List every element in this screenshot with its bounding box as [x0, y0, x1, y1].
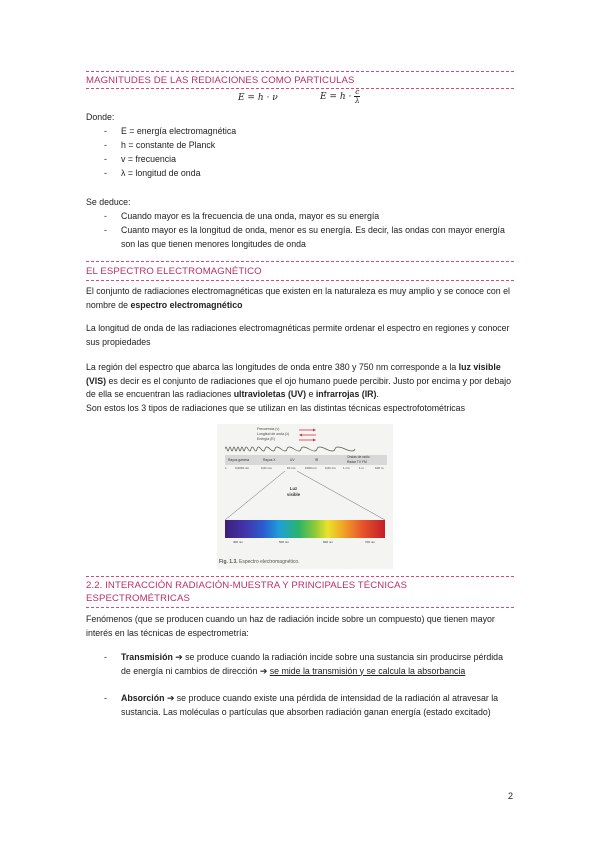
figure-caption — [219, 559, 300, 565]
paragraph: La longitud de onda de las radiaciones electromagnéticas permite ordenar el espectro en regiones y conocer sus propiedades — [86, 323, 510, 347]
band-bar — [225, 455, 387, 465]
scale-tick: 0,01 nm — [261, 466, 272, 470]
visible-tick: 400 nm — [233, 540, 244, 544]
absorcion-text — [121, 692, 513, 719]
bullet-dash: - — [104, 693, 107, 703]
visible-tick: 500 nm — [279, 540, 290, 544]
section-title-espectro: EL ESPECTRO ELECTROMAGNÉTICO — [86, 266, 262, 277]
section-title-interaccion: 2.2. INTERACCIÓN RADIACIÓN-MUESTRA Y PRINCIPALES TÉCNICAS ESPECTROMÉTRICAS — [86, 580, 408, 604]
visible-tick: 700 nm — [365, 540, 376, 544]
caption-label: Fig. 1.3. — [219, 559, 238, 565]
section-divider — [86, 88, 514, 89]
visible-tick: 600 nm — [323, 540, 334, 544]
fraction — [354, 88, 360, 105]
band-gamma: Rayos gamma — [228, 458, 250, 462]
section-divider — [86, 576, 514, 577]
section-divider — [86, 261, 514, 262]
paragraph-text: se produce cuando la radiación incide sobre una sustancia sin producirse pérdida de energía ni cambios de dirección — [121, 652, 503, 676]
arrow-right-icon: ➔ — [175, 652, 183, 662]
definition-text: E = energía electromagnética — [121, 126, 237, 136]
bold-term: espectro electromagnético — [130, 299, 243, 310]
bullet-dash: - — [104, 168, 107, 178]
formula-left: E = h · — [320, 92, 352, 102]
legend-arrows — [299, 428, 321, 443]
band-ir: IR — [315, 458, 319, 462]
definition-text: v = frecuencia — [121, 154, 177, 164]
definition-text: λ = longitud de onda — [121, 168, 201, 178]
transmision-text — [121, 651, 513, 678]
arrow-right-icon: ➔ — [166, 693, 175, 703]
visible-label — [287, 486, 300, 498]
visible-spectrum-bar — [225, 520, 385, 538]
band-radio-sub: Radar TV FM — [347, 460, 367, 464]
scale-tick: 100 m — [375, 466, 384, 470]
legend-wavelength: Longitud de onda (λ) — [257, 432, 290, 436]
paragraph-text: e — [306, 389, 316, 399]
section-divider — [86, 607, 514, 608]
bold-term: infrarrojas (IR) — [315, 389, 377, 399]
paragraph — [86, 285, 516, 312]
bullet-dash: - — [104, 140, 107, 150]
scale-tick: 1 cm — [343, 466, 350, 470]
wave-icon — [225, 444, 387, 454]
paragraph-text: El conjunto de radiaciones electromagnéticas que existen en la naturaleza es muy amplio y se conoce con el nombre de — [86, 286, 510, 310]
scale-tick: 10 nm — [287, 466, 296, 470]
band-radio: Ondas de radio — [347, 455, 370, 459]
paragraph-text: La región del espectro que abarca las longitudes de onda entre 380 y 750 nm corresponde a la — [86, 362, 459, 372]
caption-text: Espectro electromagnético. — [237, 559, 300, 565]
section-divider — [86, 280, 514, 281]
page-number: 2 — [508, 791, 514, 801]
donde-label: Donde: — [86, 112, 115, 122]
paragraph-text: . — [376, 389, 379, 399]
bold-term: Absorción — [121, 693, 165, 703]
band-xray: Rayos X — [263, 458, 276, 462]
scale-tick: 0,01 cm — [325, 466, 336, 470]
visible-label-1: Luz — [289, 486, 298, 491]
se-deduce-label: Se deduce: — [86, 197, 131, 207]
deduction-text: Cuanto mayor es la longitud de onda, menor es su energía. Es decir, las ondas con mayor energía son las que tienen menores longitudes de onda — [121, 225, 505, 249]
bold-term: Transmisión — [121, 652, 173, 662]
deduction-text: Cuando mayor es la frecuencia de una onda, mayor es su energía — [121, 211, 380, 221]
formula-energy-frequency: E = h · ν — [238, 93, 278, 103]
underlined-text: se mide la transmisión y se calcula la absorbancia — [269, 665, 466, 676]
scale-tick: 1000 nm — [305, 466, 317, 470]
bullet-dash: - — [104, 652, 107, 662]
visible-label-2: visible — [287, 492, 301, 497]
scale-tick: 1 m — [359, 466, 365, 470]
section-title-magnitudes: MAGNITUDES DE LAS REDIACIONES COMO PARTICULAS — [86, 75, 355, 86]
paragraph — [86, 361, 516, 415]
spectrum-figure — [217, 424, 393, 569]
legend-energy: Energía (E) — [257, 437, 275, 441]
paragraph-text: se produce cuando existe una pérdida de intensidad de la radiación al atravesar la sustancia. Las moléculas o partículas que absorben radiación ganan energía (estado excitado) — [121, 693, 499, 717]
fraction-numerator: c — [355, 87, 360, 96]
definition-text: h = constante de Planck — [121, 140, 216, 150]
figure-legend — [257, 427, 289, 442]
bold-term: ultravioletas (UV) — [233, 389, 307, 399]
formula-energy-wavelength — [320, 88, 360, 105]
bold-term: luz visible (VIS) — [86, 362, 501, 386]
zoom-lines — [217, 471, 393, 521]
arrow-right-icon: ➔ — [259, 665, 268, 676]
bullet-dash: - — [104, 211, 107, 221]
fraction-denominator: λ — [354, 96, 360, 105]
lambda-symbol: λ — [225, 466, 227, 470]
bullet-dash: - — [104, 225, 107, 235]
scale-tick: 0,0001 nm — [235, 466, 250, 470]
band-uv: UV — [290, 458, 295, 462]
legend-frequency: Frecuencia (ν) — [257, 427, 280, 431]
bullet-dash: - — [104, 126, 107, 136]
paragraph-text: Son estos los 3 tipos de radiaciones que se utilizan en las distintas técnicas espectrofotométricas — [86, 402, 465, 413]
paragraph-text: es decir es el conjunto de radiaciones que el ojo humano puede percibir. Justo por encima y por debajo de ella se encuentran las radiaciones — [86, 375, 511, 399]
bullet-dash: - — [104, 154, 107, 164]
paragraph: Fenómenos (que se producen cuando un haz de radiación incide sobre un compuesto) que tienen mayor interés en las técnicas de espectrometría: — [86, 614, 495, 638]
section-divider — [86, 71, 514, 72]
